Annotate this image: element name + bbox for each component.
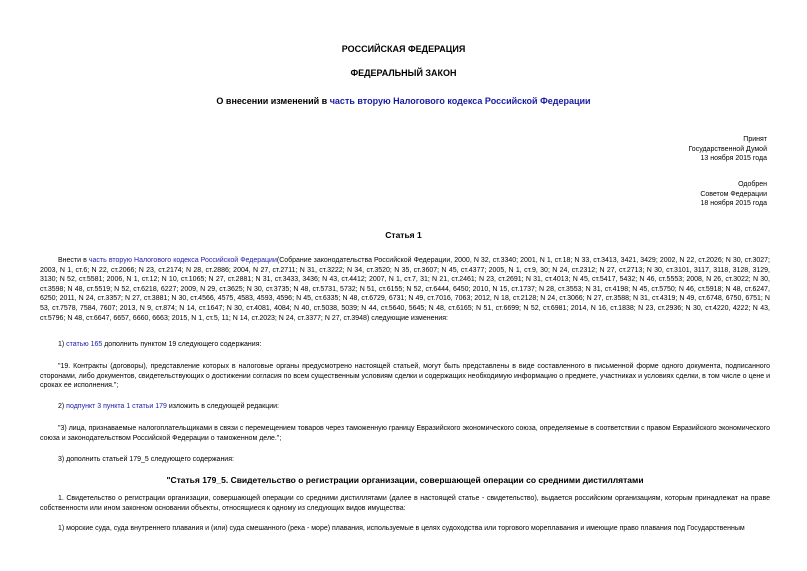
item-2-text: "3) лица, признаваемые налогоплательщиками в связи с перемещением товаров через таможенную границу Евразийского экономического союза, определяемые в соответствии с правом Евразийского экономического союза и законодательством Российской Федерации о таможенном деле."; [40,425,770,442]
new-article-paragraph-2: 1) морские суда, суда внутреннего плавания и (или) суда смешанного (река - море) плавания, используемые в целях судоходства или торгового мореплавания и имеющие право плавания под Государственным [58,525,745,532]
intro-prefix: Внести в [58,257,89,264]
item-1-rest: дополнить пунктом 19 следующего содержания: [102,341,262,348]
law-title [0,96,807,106]
adopted-line: Принят [743,136,767,143]
new-article-heading: "Статья 179_5. Свидетельство о регистрации организации, совершающей операции со средними дистиллятами [166,475,644,485]
item-2 [40,402,770,412]
approved-line: 18 ноября 2015 года [700,200,767,207]
country-heading: РОССИЙСКАЯ ФЕДЕРАЦИЯ [341,44,466,54]
adopted-block [567,135,767,164]
item-2-rest: изложить в следующей редакции: [166,403,279,410]
approved-line: Одобрен [738,181,767,188]
new-article-paragraph-1: 1. Свидетельство о регистрации организации, совершающей операции со средними дистиллятами (далее в настоящей статье - свидетельство), выдается российским организациям, которым принадлежат на праве собственности или ином законном основании объекты, относящиеся к одному из следующих видов имущества: [40,495,770,512]
approved-line: Советом Федерации [700,190,767,198]
item-1-prefix: 1) [58,341,67,348]
adopted-line: Государственной Думой [688,145,767,153]
intro-rest: (Собрание законодательства Российской Федерации, 2000, N 32, ст.3340; 2001, N 1, ст.18; N 33, ст.3413, 3421, 3429; 2002, N 22, ст.2026; N 30, ст.3027; 2003, N 1, ст.6; N 22, ст.2066; N 23, ст.2174; N 28, ст.2886; 2004, N 27, ст.2711; N 31, ст.3222; N 34, ст.3520; N 35, ст.3607; N 45, ст.4377; 2005, N 1, ст.9, 30; N 24, ст.2312; N 27, ст.2713; N 30, ст.3101, 3117, 3118, 3128, 3129, 3130; N 52, ст.5581; 2006, N 1, ст.12; N 10, ст.1065; N 27, ст.2881; N 31, ст.3433, 3436; N 43, ст.4412; 2007, N 1, ст.7, 31; N 21, ст.2461; N 23, ст.2691; N 31, ст.4013; N 45, ст.5417, 5432; N 46, ст.5553; 2008, N 26, ст.3022; N 30, ст.3598; N 48, ст.5519; N 52, ст.6218, 6227; 2009, N 29, ст.3625; N 30, ст.3735; N 48, ст.5731, 5732; N 51, ст.6155; N 52, ст.6444, 6450; 2010, N 15, ст.1737; N 28, ст.3553; N 31, ст.4198; N 45, ст.5750; N 46, ст.5918; N 48, ст.6247, 6250; 2011, N 24, ст.3357; N 27, ст.3881; N 30, ст.4566, 4575, 4583, 4593, 4596; N 45, ст.6335; N 48, ст.6729, 6731; N 49, ст.7016, 7063; 2012, N 18, ст.2128; N 24, ст.3066; N 27, ст.3588; N 31, ст.4319; N 49, ст.6748, 6750, 6751; N 53, ст.7578, 7584, 7607; 2013, N 9, ст.874; N 14, ст.1647; N 30, ст.4081, 4084; N 40, ст.5038, 5039; N 44, ст.5640, 5645; N 48, ст.6165; N 51, ст.6699; N 52, ст.6981; 2014, N 16, ст.1838; N 23, ст.2936; N 30, ст.4220, 4222; N 43, ст.5796; N 48, ст.6647, 6657, 6660, 6663; 2015, N 1, ст.5, 11; N 14, ст.2023; N 24, ст.3377; N 27, ст.3948) следующие изменения: [40,257,770,322]
item-1-text: "19. Контракты (договоры), представление которых в налоговые органы предусмотрено настоящей статьей, могут быть представлены в виде составленного в письменной форме одного документа, подписанного сторонами, либо документов, свидетельствующих о достижении согласия по всем существенным условиям сделки и содержащих необходимую информацию о предмете, участниках и условиях сделки, в том числе о цене и сроках ее исполнения."; [40,363,770,390]
approved-block [567,180,767,209]
article-heading: Статья 1 [385,230,422,240]
intro-link[interactable]: часть вторую Налогового кодекса Российской Федерации [88,257,277,264]
item-1 [40,340,770,350]
adopted-line: 13 ноября 2015 года [700,155,767,162]
item-2-link[interactable]: подпункт 3 пункта 1 статьи 179 [66,403,167,410]
law-title-link[interactable]: часть вторую Налогового кодекса Российской Федерации [329,96,591,106]
item-2-prefix: 2) [58,403,67,410]
article-intro [40,256,770,323]
law-type-heading: ФЕДЕРАЛЬНЫЙ ЗАКОН [350,68,457,78]
item-1-link[interactable]: статью 165 [66,341,103,348]
item-3: 3) дополнить статьей 179_5 следующего содержания: [58,456,234,463]
law-title-prefix: О внесении изменений в [216,96,330,106]
